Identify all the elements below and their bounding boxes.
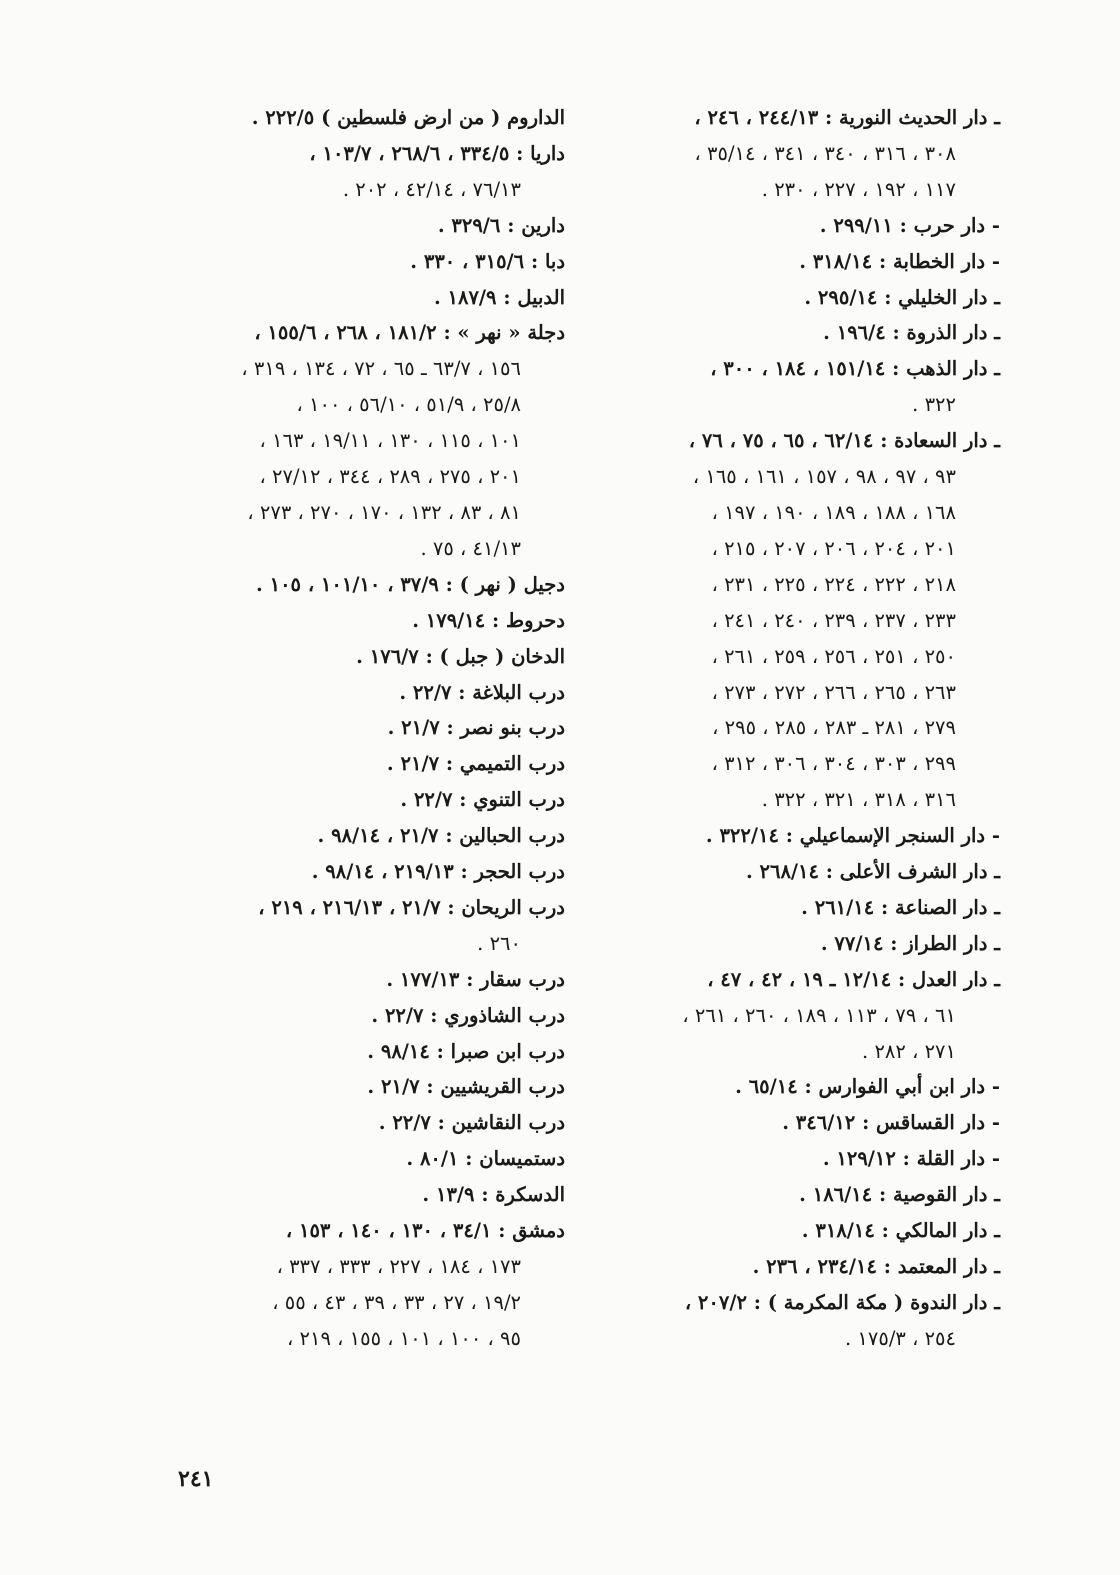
index-entry-continuation: ٢٧١ ، ٢٨٢ . — [862, 1039, 956, 1063]
index-entry-continuation: ٧٦/١٣ ، ٤٢/١٤ ، ٢٠٢ . — [342, 177, 521, 201]
index-entry: - دار السنجر الإسماعيلي : ٣٢٢/١٤ . — [705, 824, 1000, 848]
index-column-left — [110, 100, 565, 1357]
index-entry-continuation: ١١٧ ، ١٩٢ ، ٢٢٧ ، ٢٣٠ . — [761, 177, 956, 201]
index-entry: دارين : ٣٢٩/٦ . — [437, 213, 565, 237]
index-entry-continuation: ١٧٣ ، ١٨٤ ، ٢٢٧ ، ٣٣٣ ، ٣٣٧ ، — [276, 1255, 521, 1278]
index-entry: دجيل ( نهر ) : ٣٧/٩ ، ١٠١/١٠ ، ١٠٥ . — [256, 572, 565, 596]
index-entry: درب بنو نصر : ٢١/٧ . — [387, 716, 565, 740]
index-entry: ـ دار الحديث النورية : ٢٤٤/١٣ ، ٢٤٦ ، — [694, 106, 1000, 129]
index-entry: ـ دار الذروة : ١٩٦/٤ . — [823, 321, 1000, 345]
index-entry: - دار الخطابة : ٣١٨/١٤ . — [799, 249, 1000, 273]
index-entry: ـ دار الخليلي : ٢٩٥/١٤ . — [804, 285, 1000, 309]
index-entry: ـ دار المالكي : ٣١٨/١٤ . — [801, 1219, 1000, 1243]
index-entry-continuation: ٢٠١ ، ٢٠٤ ، ٢٠٦ ، ٢٠٧ ، ٢١٥ ، — [711, 536, 956, 560]
index-entry: - دار حرب : ٢٩٩/١١ . — [819, 213, 1000, 237]
index-entry-continuation: ٢٦٠ . — [477, 931, 521, 955]
index-entry: درب القريشيين : ٢١/٧ . — [367, 1075, 565, 1099]
index-entry: الدخان ( جبل ) : ١٧٦/٧ . — [356, 644, 565, 668]
index-entry-continuation: ٢٠١ ، ٢٧٥ ، ٢٨٩ ، ٣٤٤ ، ٢٧/١٢ ، — [259, 465, 521, 489]
index-entry: - دار القساقس : ٣٤٦/١٢ . — [782, 1111, 1000, 1135]
index-entry: ـ دار الشرف الأعلى : ٢٦٨/١٤ . — [745, 860, 1000, 884]
index-entry: درب الحجر : ٢١٩/١٣ ، ٩٨/١٤ . — [311, 860, 565, 884]
index-entry-continuation: ٩٣ ، ٩٧ ، ٩٨ ، ١٥٧ ، ١٦١ ، ١٦٥ ، — [692, 465, 956, 489]
index-entry: درب الشاذوري : ٢٢/٧ . — [371, 1003, 565, 1027]
index-entry-continuation: ١٠١ ، ١١٥ ، ١٣٠ ، ١٩/١١ ، ١٦٣ ، — [259, 429, 521, 453]
page-number: ٢٤١ — [178, 1466, 214, 1492]
index-column-right — [590, 100, 1000, 1357]
index-entry-continuation: ٨١ ، ٨٣ ، ١٣٢ ، ١٧٠ ، ٢٧٠ ، ٢٧٣ ، — [247, 500, 521, 524]
index-entry: ـ دار الندوة ( مكة المكرمة ) : ٢٠٧/٢ ، — [684, 1290, 1000, 1314]
index-entry-continuation: ٢٥/٨ ، ٥١/٩ ، ٥٦/١٠ ، ١٠٠ ، — [296, 393, 521, 417]
index-entry: درب النقاشين : ٢٢/٧ . — [378, 1111, 565, 1135]
index-entry: دبا : ٣١٥/٦ ، ٣٣٠ . — [410, 249, 565, 273]
index-entry-continuation: ٢٥٤ ، ١٧٥/٣ . — [845, 1326, 956, 1350]
index-entry-continuation: ١٦٨ ، ١٨٨ ، ١٨٩ ، ١٩٠ ، ١٩٧ ، — [711, 500, 956, 524]
index-entry-continuation: ٢٩٩ ، ٣٠٣ ، ٣٠٤ ، ٣٠٦ ، ٣١٢ ، — [711, 752, 956, 776]
index-entry: ـ دار العدل : ١٢/١٤ ـ ١٩ ، ٤٢ ، ٤٧ ، — [707, 967, 1000, 991]
index-entry-continuation: ٣١٦ ، ٣١٨ ، ٣٢١ ، ٣٢٢ . — [761, 788, 956, 812]
index-entry-continuation: ٢١٨ ، ٢٢٢ ، ٢٢٤ ، ٢٢٥ ، ٢٣١ ، — [711, 572, 956, 596]
index-entry-continuation: ٢٧٩ ، ٢٨١ ـ ٢٨٣ ، ٢٨٥ ، ٢٩٥ ، — [712, 716, 956, 740]
index-entry-continuation: ٤١/١٣ ، ٧٥ . — [420, 536, 521, 560]
index-entry-continuation: ٢٣٣ ، ٢٣٧ ، ٢٣٩ ، ٢٤٠ ، ٢٤١ ، — [711, 608, 956, 632]
index-entry: ـ دار القوصية : ١٨٦/١٤ . — [799, 1183, 1000, 1207]
index-entry: دجلة « نهر » : ١٨١/٢ ، ٢٦٨ ، ١٥٥/٦ ، — [254, 321, 565, 345]
index-entry-continuation: ٦١ ، ٧٩ ، ١١٣ ، ١٨٩ ، ٢٦٠ ، ٢٦١ ، — [682, 1003, 956, 1027]
index-entry-continuation: ٣٢٢ . — [912, 393, 956, 417]
index-entry-continuation: ٢٦٣ ، ٢٦٥ ، ٢٦٦ ، ٢٧٢ ، ٢٧٣ ، — [711, 680, 956, 704]
index-entry: دمشق : ٣٤/١ ، ١٣٠ ، ١٤٠ ، ١٥٣ ، — [285, 1219, 565, 1243]
index-entry: ـ دار السعادة : ٦٢/١٤ ، ٦٥ ، ٧٥ ، ٧٦ ، — [688, 429, 1000, 453]
index-entry: - دار القلة : ١٢٩/١٢ . — [822, 1147, 1000, 1171]
index-entry: دستميسان : ٨٠/١ . — [406, 1147, 565, 1171]
index-entry-continuation: ٣٠٨ ، ٣١٦ ، ٣٤٠ ، ٣٤١ ، ٣٥/١٤ ، — [694, 141, 956, 165]
index-entry: داريا : ٣٣٤/٥ ، ٢٦٨/٦ ، ١٠٣/٧ ، — [309, 141, 565, 165]
index-entry: درب البلاغة : ٢٢/٧ . — [399, 680, 565, 704]
index-entry: درب الريحان : ٢١/٧ ، ٢١٦/١٣ ، ٢١٩ ، — [258, 895, 565, 919]
index-entry: ـ دار المعتمد : ٢٣٤/١٤ ، ٢٣٦ . — [752, 1255, 1000, 1278]
index-entry: درب ابن صبرا : ٩٨/١٤ . — [367, 1039, 565, 1063]
index-entry: ـ دار الصناعة : ٢٦١/١٤ . — [801, 895, 1000, 919]
index-entry: الدسكرة : ١٣/٩ . — [422, 1183, 565, 1207]
index-entry-continuation: ٢٥٠ ، ٢٥١ ، ٢٥٦ ، ٢٥٩ ، ٢٦١ ، — [711, 644, 956, 668]
index-entry: دحروط : ١٧٩/١٤ . — [412, 608, 565, 632]
index-entry: درب التنوي : ٢٢/٧ . — [400, 788, 565, 812]
index-entry: درب التميمي : ٢١/٧ . — [386, 752, 565, 776]
index-entry-continuation: ٩٥ ، ١٠٠ ، ١٠١ ، ١٥٥ ، ٢١٩ ، — [287, 1326, 521, 1350]
index-entry: ـ دار الطراز : ٧٧/١٤ . — [820, 931, 1000, 955]
index-entry: درب سقار : ١٧٧/١٣ . — [386, 967, 565, 991]
index-entry: ـ دار الذهب : ١٥١/١٤ ، ١٨٤ ، ٣٠٠ ، — [710, 357, 1000, 381]
index-entry-continuation: ١٩/٢ ، ٢٧ ، ٣٣ ، ٣٩ ، ٤٣ ، ٥٥ ، — [272, 1290, 521, 1314]
index-entry-continuation: ١٥٦ ، ٦٣/٧ ـ ٦٥ ، ٧٢ ، ١٣٤ ، ٣١٩ ، — [241, 357, 521, 381]
index-entry: - دار ابن أبي الفوارس : ٦٥/١٤ . — [735, 1075, 1000, 1099]
index-entry: درب الحبالين : ٢١/٧ ، ٩٨/١٤ . — [317, 824, 565, 848]
index-entry: الدبيل : ١٨٧/٩ . — [433, 285, 565, 309]
index-entry: الداروم ( من ارض فلسطين ) ٢٢٢/٥ . — [251, 106, 565, 129]
